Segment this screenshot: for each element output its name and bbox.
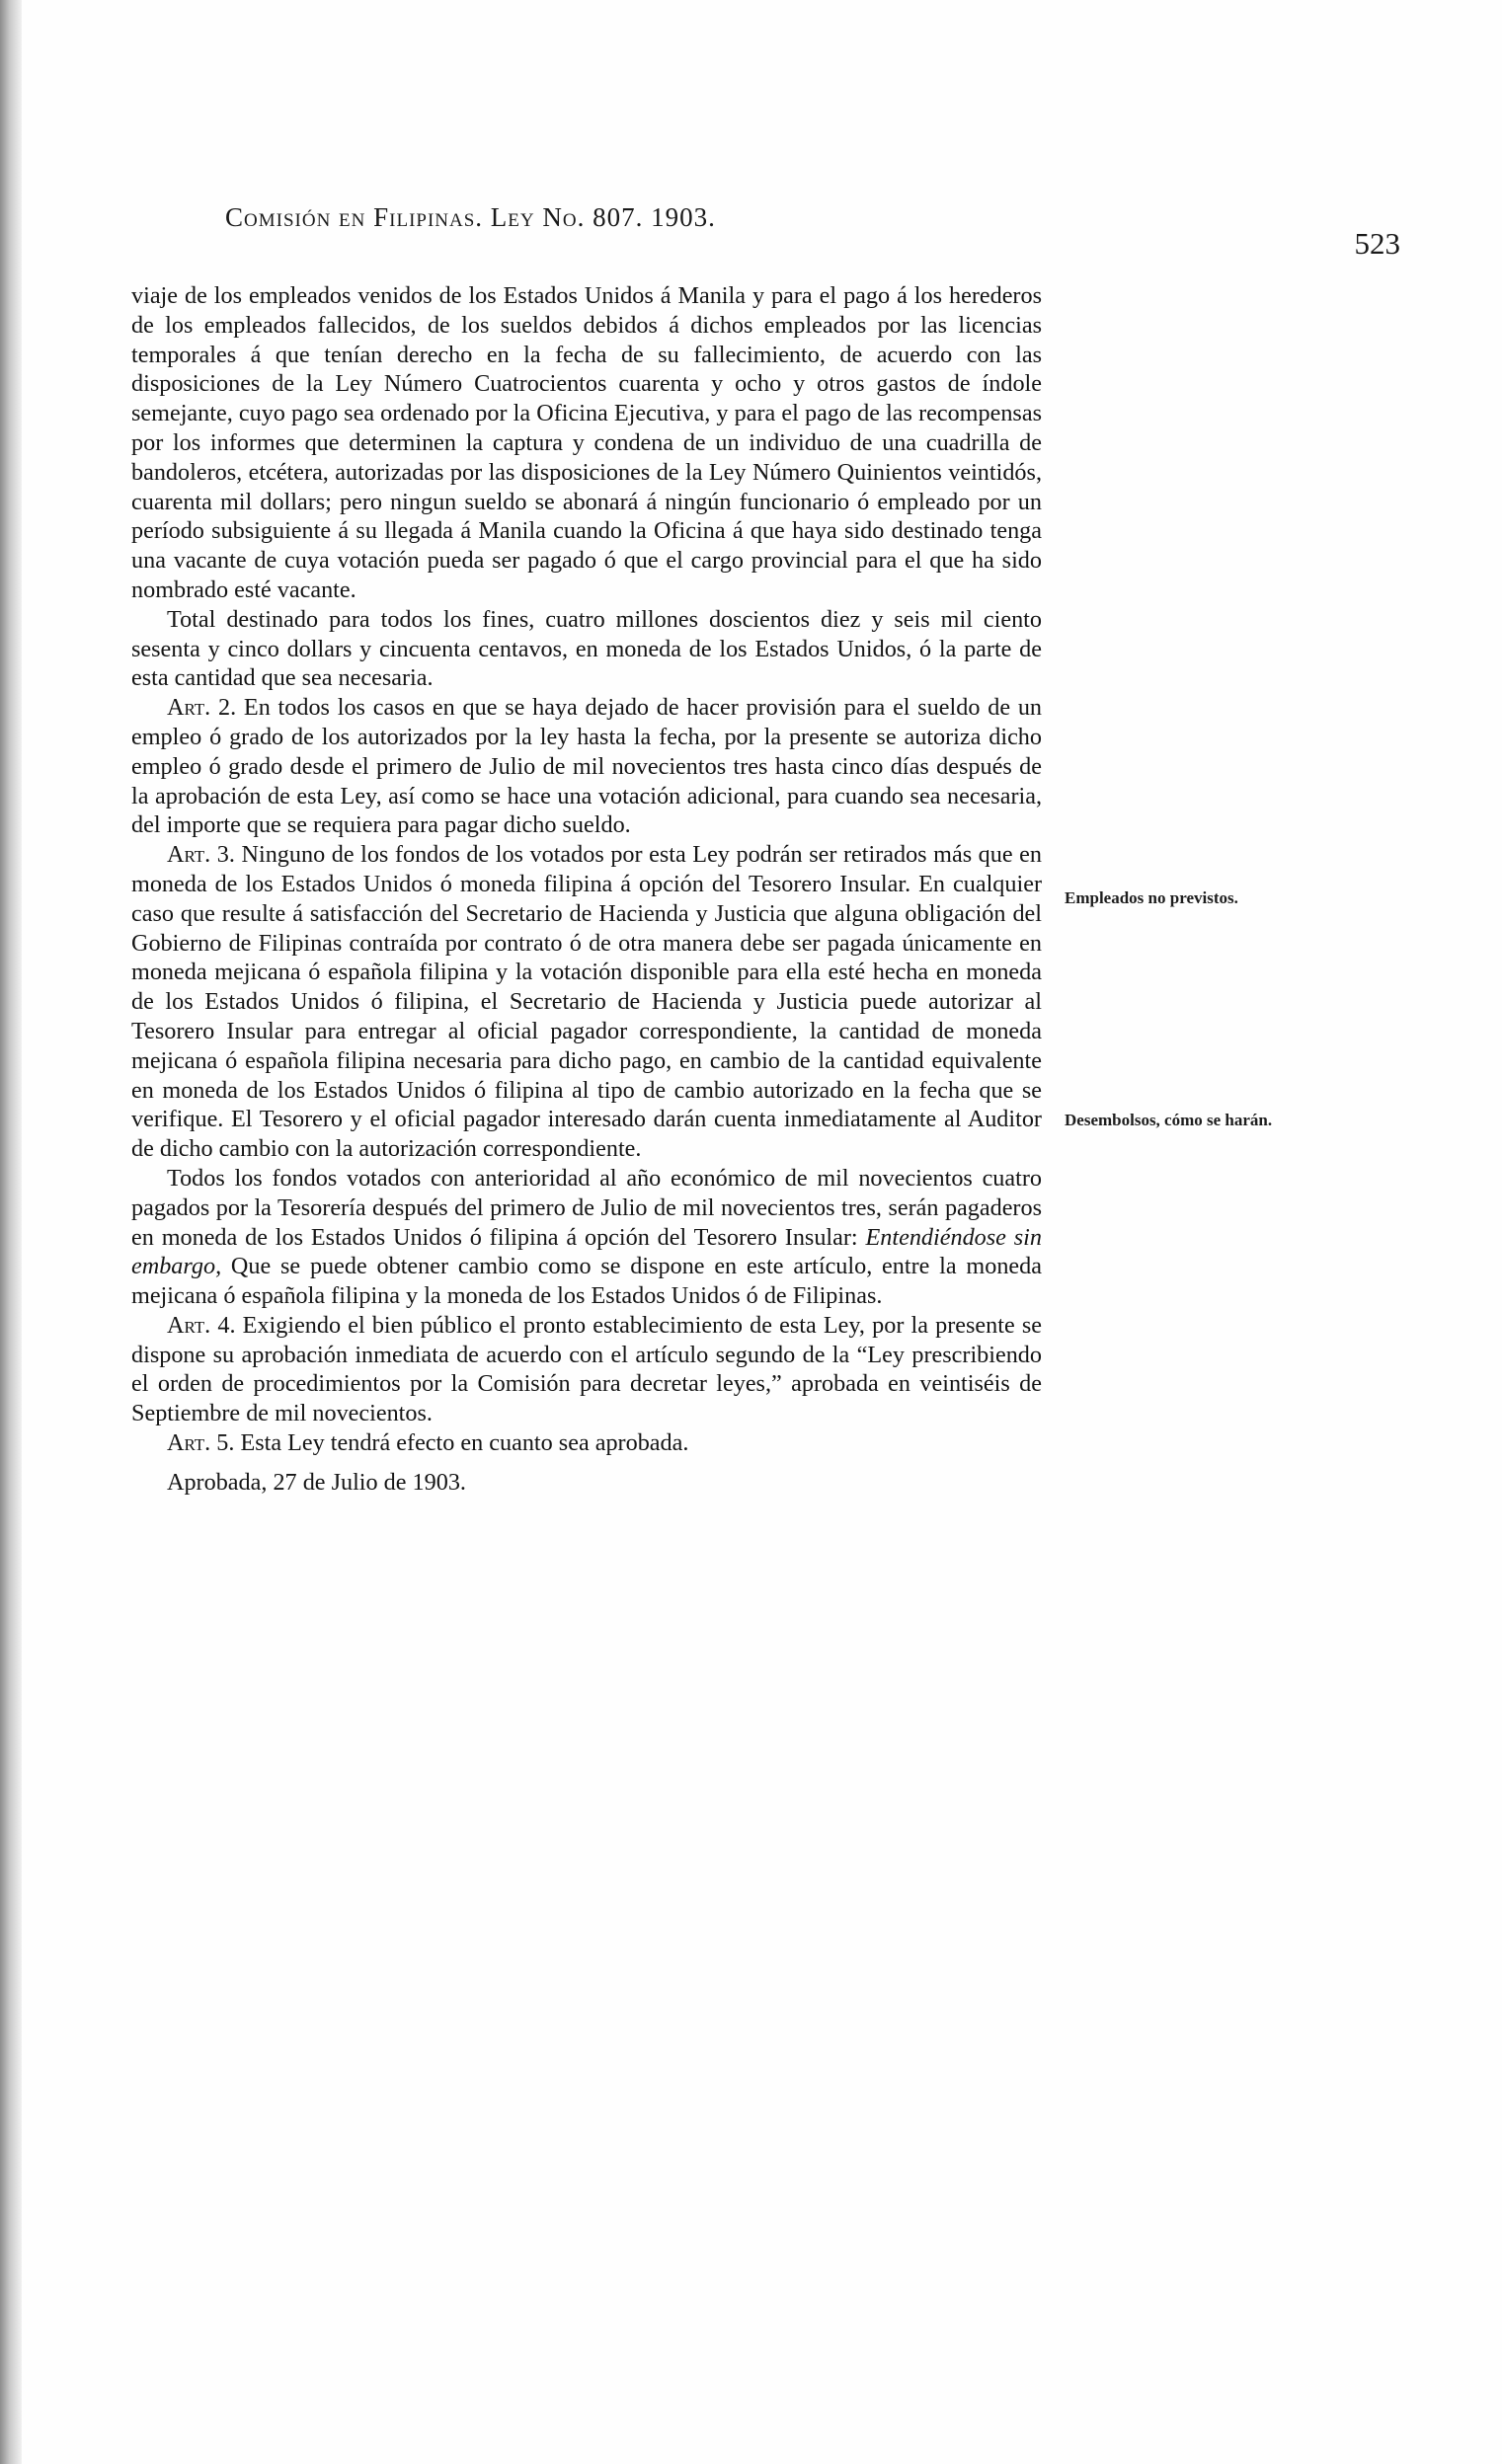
article-5-text: Esta Ley tendrá efecto en cuanto sea aprobada. — [234, 1429, 689, 1457]
article-4-paragraph — [131, 1311, 1042, 1428]
article-4-label: Art. 4. — [167, 1311, 236, 1339]
funds-paragraph — [131, 1164, 1042, 1311]
article-2-paragraph — [131, 693, 1042, 840]
law-text-body — [131, 281, 1042, 1498]
article-3-paragraph — [131, 840, 1042, 1164]
scan-binding-edge — [0, 0, 22, 2464]
approval-date: Aprobada, 27 de Julio de 1903. — [167, 1468, 466, 1496]
total-paragraph: Total destinado para todos los fines, cuatro millones doscientos diez y seis mil ciento sesenta y cinco dollars y cincuenta centavos, en moneda de los Estados Unidos, ó la parte de esta cantidad que sea necesaria. — [131, 605, 1042, 692]
funds-paragraph-end: Que se puede obtener cambio como se dispone en este artículo, entre la moneda mejicana ó española filipina y la moneda de los Estados Unidos ó de Filipinas. — [131, 1253, 1042, 1310]
article-3-text: Ninguno de los fondos de los votados por esta Ley podrán ser retirados más que en moneda de los Estados Unidos ó moneda filipina á opción del Tesorero Insular. En cualquier caso que resulte á satisfacción del Secretario de Hacienda y Justicia que alguna obligación del Gobierno de Filipinas contraída por contrato ó de otra manera debe ser pagada únicamente en moneda mejicana ó española filipina y la votación disponible para ella esté hecha en moneda de los Estados Unidos ó filipina, el Secretario de Hacienda y Justicia puede autorizar al Tesorero Insular para entregar al oficial pagador correspondiente, la cantidad de moneda mejicana ó española filipina necesaria para dicho pago, en cambio de la cantidad equivalente en moneda de los Estados Unidos ó filipina al tipo de cambio autorizado en la fecha que se verifique. El Tesorero y el oficial pagador interesado darán cuenta inmediatamente al Auditor de dicho cambio con la autorización correspondiente. — [131, 841, 1043, 1163]
article-3-label: Art. 3. — [167, 841, 235, 869]
article-4-text: Exigiendo el bien público el pronto establecimiento de esta Ley, por la presente se dispone su aprobación inmediata de acuerdo con el artículo segundo de la “Ley prescribiendo el orden de procedimientos por la Comisión para decretar leyes,” aprobada en veintiséis de Septiembre de mil novecientos. — [131, 1311, 1043, 1427]
article-2-label: Art. 2. — [167, 694, 237, 722]
article-5-label: Art. 5. — [167, 1429, 235, 1457]
page-number: 523 — [1354, 226, 1400, 261]
funds-paragraph-proviso: Entendiéndose sin embargo, — [131, 1223, 1042, 1280]
margin-note-desembolsos: Desembolsos, cómo se harán. — [1065, 1111, 1273, 1129]
page-header — [225, 202, 1400, 261]
article-2-text: En todos los casos en que se haya dejado de hacer provisión para el sueldo de un empleo ó grado de los autorizados por la ley hasta la fecha, por la presente se autoriza dicho empleo ó grado desde el primero de Julio de mil novecientos tres hasta cinco días después de la aprobación de esta Ley, así como se hace una votación adicional, para cuando sea necesaria, del importe que se requiera para pagar dicho sueldo. — [131, 694, 1043, 839]
opening-paragraph: viaje de los empleados venidos de los Estados Unidos á Manila y para el pago á los herederos de los empleados fallecidos, de los sueldos debidos á dichos empleados por las licencias temporales á que tenían derecho en la fecha de su fallecimiento, de acuerdo con las disposiciones de la Ley Número Cuatrocientos cuarenta y ocho y otros gastos de índole semejante, cuyo pago sea ordenado por la Oficina Ejecutiva, y para el pago de las recompensas por los informes que determinen la captura y condena de un individuo de una cuadrilla de bandoleros, etcétera, autorizadas por las disposiciones de la Ley Número Quinientos veintidós, cuarenta mil dollars; pero ningun sueldo se abonará á ningún funcionario ó empleado por un período subsiguiente á su llegada á Manila cuando la Oficina á que haya sido destinado tenga una vacante de cuya votación pueda ser pagado ó que el cargo provincial para el que ha sido nombrado esté vacante. — [131, 282, 1042, 603]
running-title: Comisión en Filipinas. Ley No. 807. 1903. — [225, 202, 716, 232]
funds-paragraph-start: Todos los fondos votados con anterioridad al año económico de mil novecientos cuatro pagados por la Tesorería después del primero de Julio de mil novecientos tres, serán pagaderos en moneda de los Estados Unidos ó filipina á opción del Tesorero Insular: — [131, 1164, 1042, 1251]
margin-note-empleados: Empleados no previstos. — [1065, 888, 1238, 907]
article-5-paragraph — [131, 1428, 1042, 1458]
